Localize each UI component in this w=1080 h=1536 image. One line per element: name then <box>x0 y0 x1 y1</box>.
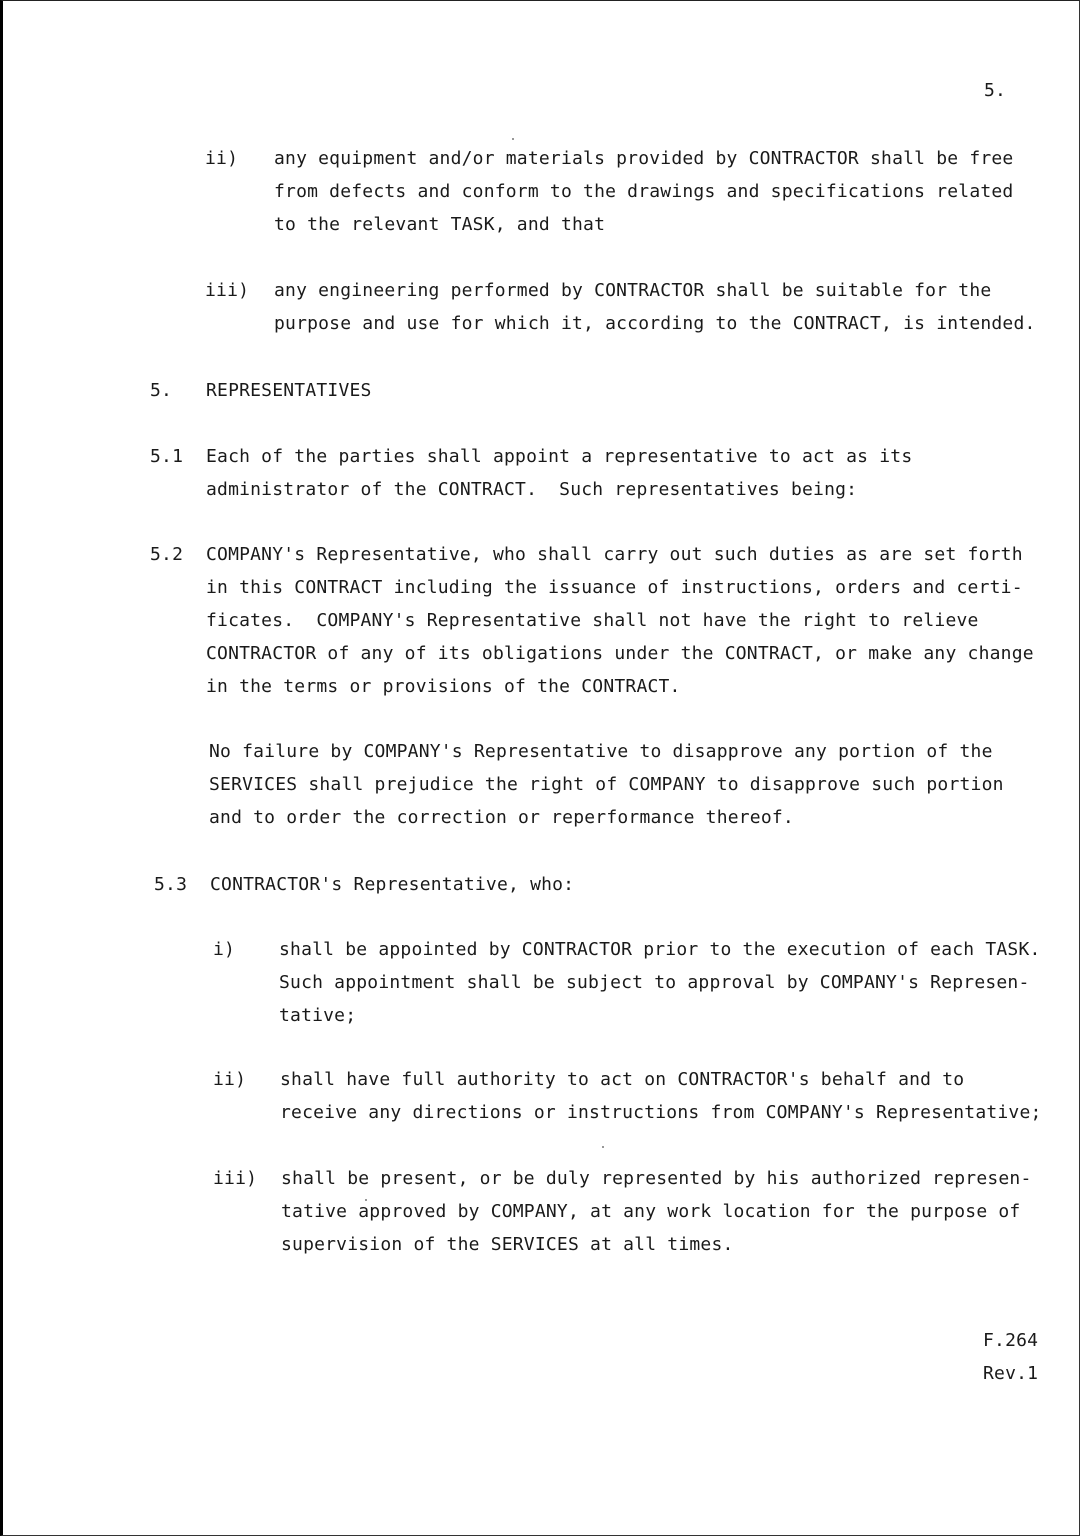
sub-item-line: tative; <box>279 1005 357 1026</box>
clause-number: 5.2 <box>150 544 184 565</box>
clause-line: administrator of the CONTRACT. Such representatives being: <box>206 479 858 500</box>
warranty-item-line: to the relevant TASK, and that <box>274 214 606 235</box>
sub-item-marker: ii) <box>213 1069 247 1090</box>
clause-number: 5.3 <box>154 874 188 895</box>
clause-line: in the terms or provisions of the CONTRACT. <box>206 676 681 697</box>
section-number: 5. <box>150 380 173 401</box>
clause-paragraph-line: No failure by COMPANY's Representative to disapprove any portion of the <box>209 741 993 762</box>
sub-item-line: supervision of the SERVICES at all times. <box>281 1234 734 1255</box>
warranty-item-marker: ii) <box>205 148 239 169</box>
warranty-item-line: purpose and use for which it, according to the CONTRACT, is intended. <box>274 313 1036 334</box>
clause-line: ficates. COMPANY's Representative shall not have the right to relieve <box>206 610 979 631</box>
form-code: F.264 <box>983 1330 1039 1351</box>
sub-item-marker: iii) <box>213 1168 258 1189</box>
clause-line: COMPANY's Representative, who shall carry out such duties as are set forth <box>206 544 1023 565</box>
scan-speck <box>512 138 514 140</box>
clause-heading: CONTRACTOR's Representative, who: <box>210 874 575 895</box>
sub-item-line: Such appointment shall be subject to approval by COMPANY's Represen- <box>279 972 1030 993</box>
sub-item-line: shall be present, or be duly represented by his authorized represen- <box>281 1168 1032 1189</box>
clause-paragraph-line: and to order the correction or reperformance thereof. <box>209 807 794 828</box>
warranty-item-line: from defects and conform to the drawings and specifications related <box>274 181 1014 202</box>
sub-item-marker: i) <box>213 939 236 960</box>
warranty-item-line: any equipment and/or materials provided by CONTRACTOR shall be free <box>274 148 1014 169</box>
clause-line: in this CONTRACT including the issuance of instructions, orders and certi- <box>206 577 1023 598</box>
clause-paragraph-line: SERVICES shall prejudice the right of COMPANY to disapprove such portion <box>209 774 1004 795</box>
sub-item-line: shall be appointed by CONTRACTOR prior to the execution of each TASK. <box>279 939 1041 960</box>
page-number: 5. <box>984 80 1007 101</box>
scan-speck <box>365 1199 367 1201</box>
clause-line: CONTRACTOR of any of its obligations under the CONTRACT, or make any change <box>206 643 1034 664</box>
warranty-item-marker: iii) <box>205 280 250 301</box>
revision-label: Rev.1 <box>983 1363 1039 1384</box>
scan-speck <box>602 1146 604 1148</box>
sub-item-line: shall have full authority to act on CONTRACTOR's behalf and to <box>280 1069 965 1090</box>
section-title: REPRESENTATIVES <box>206 380 372 401</box>
warranty-item-line: any engineering performed by CONTRACTOR shall be suitable for the <box>274 280 992 301</box>
sub-item-line: receive any directions or instructions from COMPANY's Representative; <box>280 1102 1042 1123</box>
clause-number: 5.1 <box>150 446 184 467</box>
clause-line: Each of the parties shall appoint a representative to act as its <box>206 446 913 467</box>
sub-item-line: tative approved by COMPANY, at any work location for the purpose of <box>281 1201 1021 1222</box>
